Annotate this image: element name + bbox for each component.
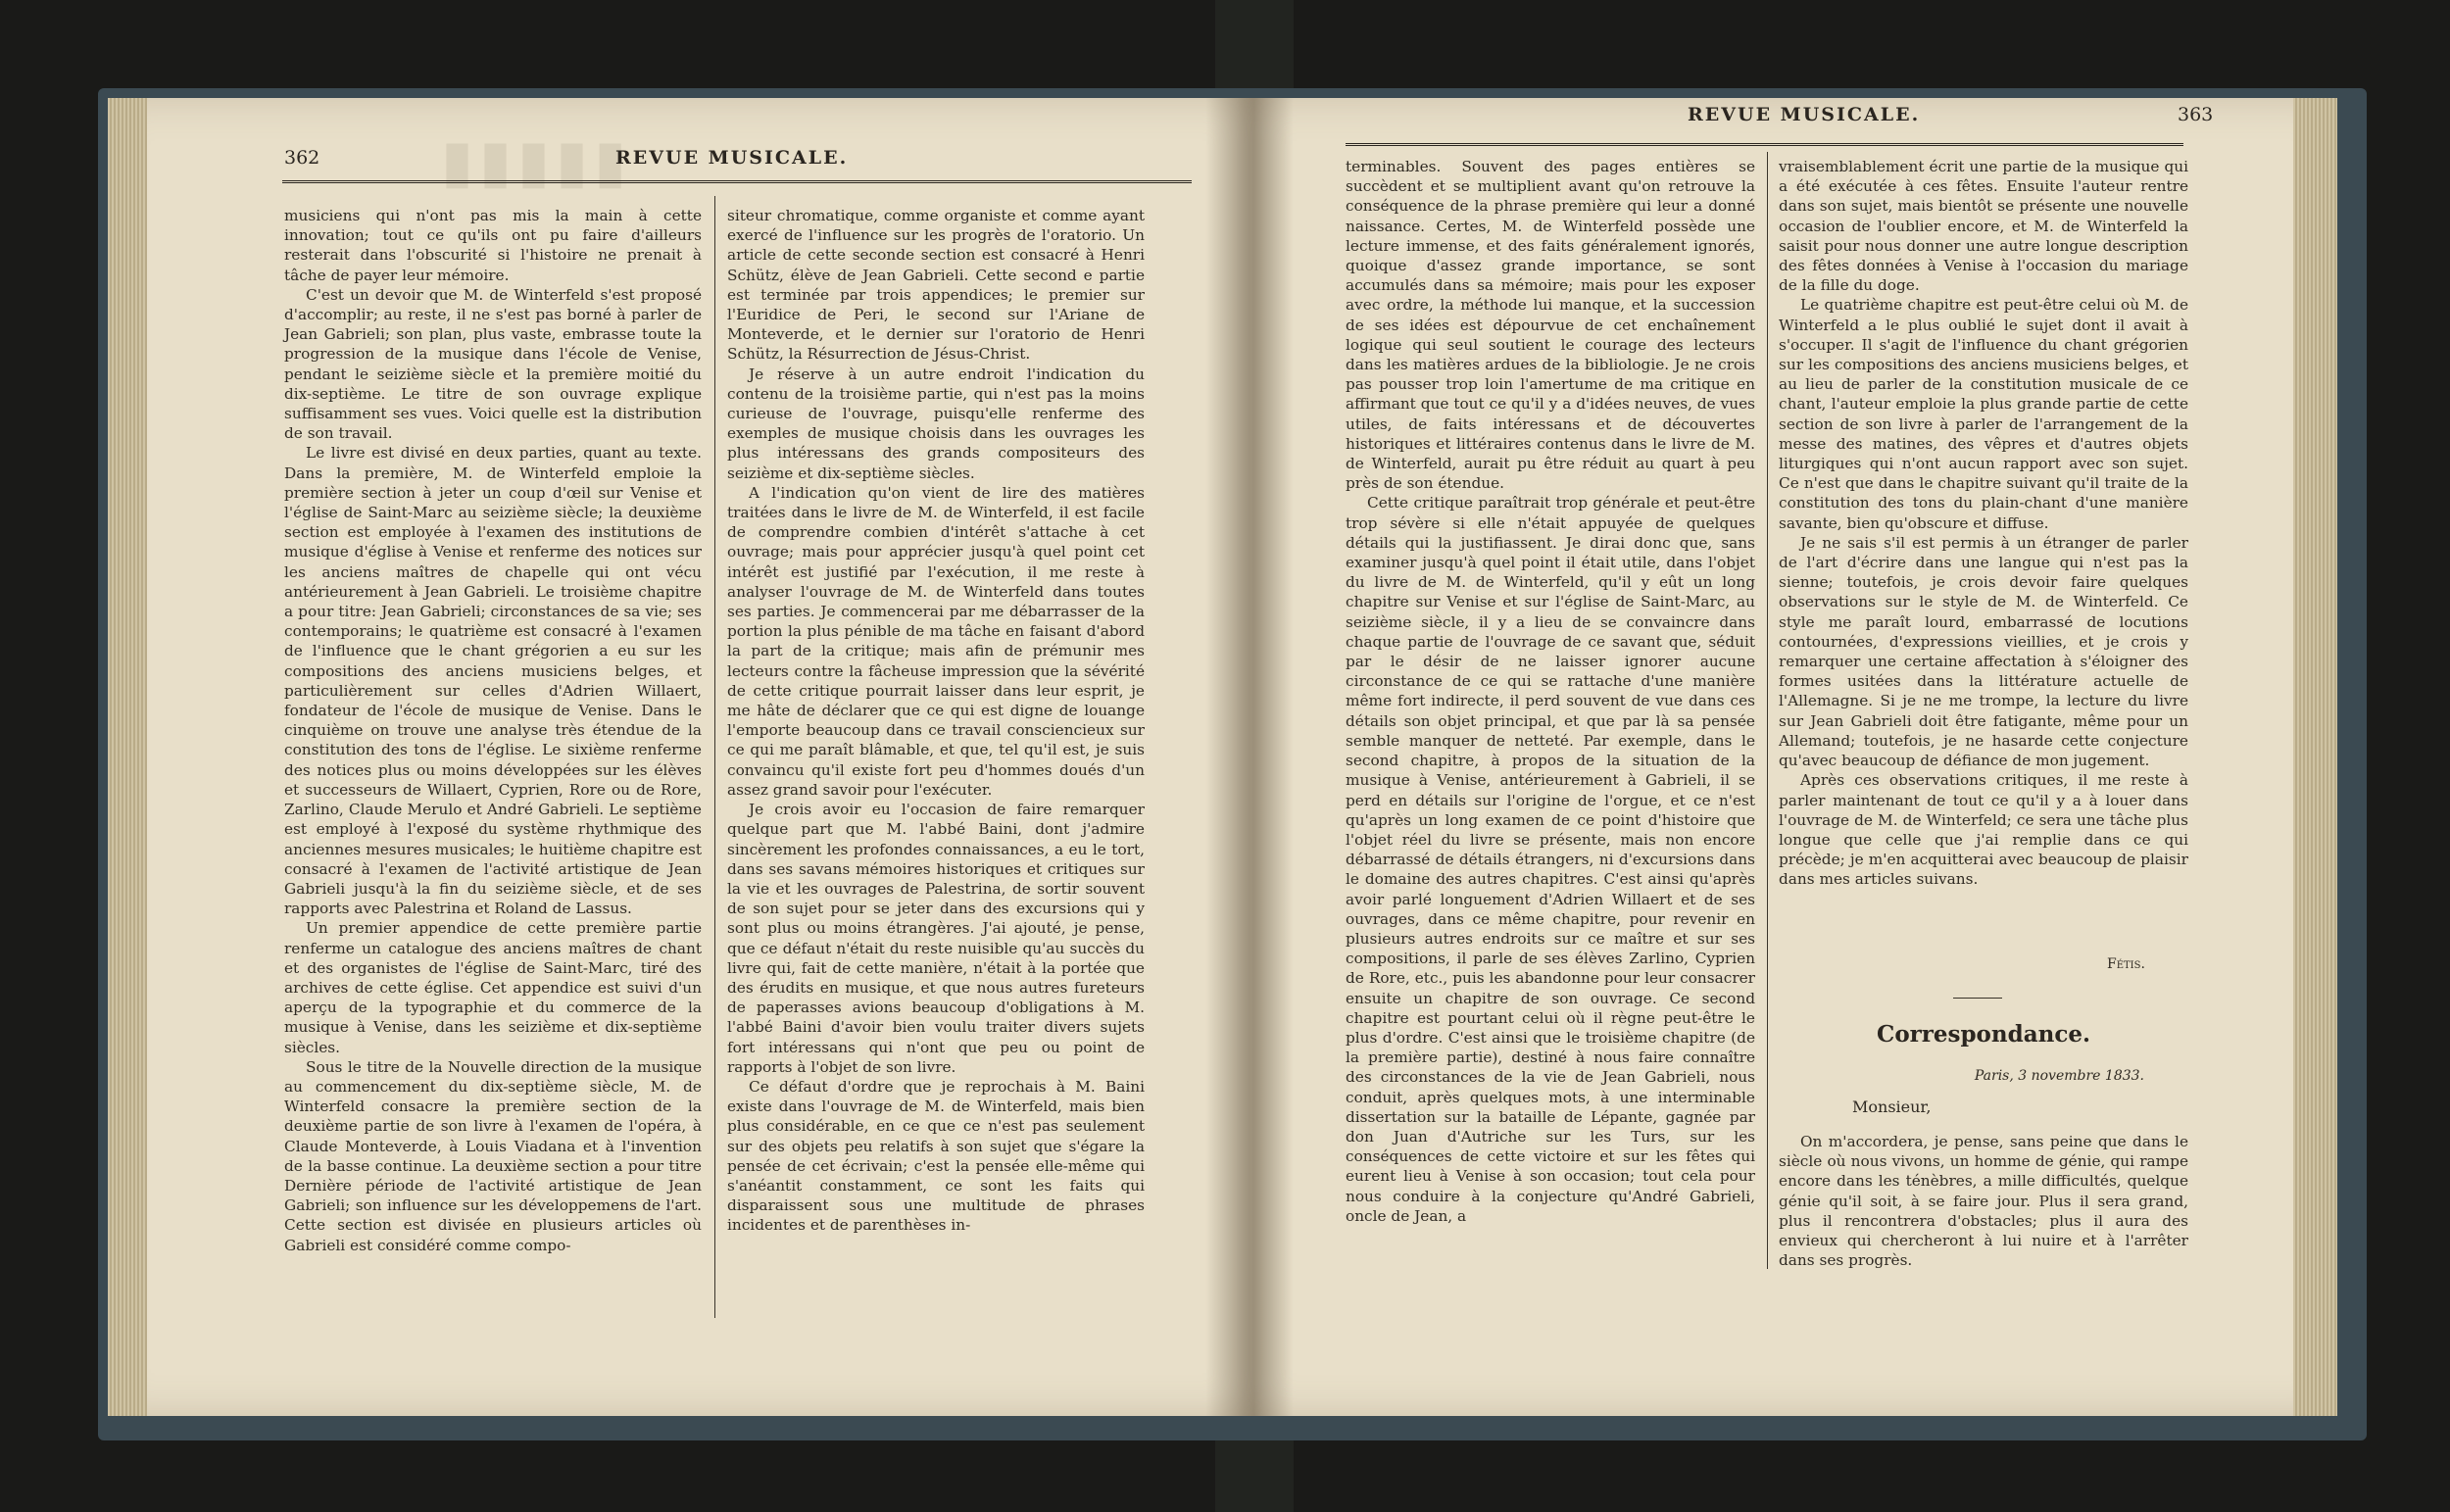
paragraph: Le livre est divisé en deux parties, quant au texte. Dans la première, M. de Winterfeld emploie la première section à jeter un coup d'œil sur Venise et l'église de Saint-Marc au seizième siècle; la deuxième section est employée à l'examen des institutions de musique d'église à Venise et renferme des notices sur les anciens maîtres de chapelle qui ont vécu antérieurement à Jean Gabrieli. Le troisième chapitre a pour titre: Jean Gabrieli; circonstances de sa vie; ses contemporains; le quatrième est consacré à l'examen de l'influence que le chant grégorien a eu sur les compositions des anciens musiciens belges, et particulièrement sur celles d'Adrien Willaert, fondateur de l'école de musique de Venise. Dans le cinquième on trouve une analyse très étendue de la constitution des tons de l'église. Le sixième renferme des notices plus ou moins développées sur les élèves et successeurs de Willaert, Cyprien, Rore ou de Rore, Zarlino, Claude Merulo et André Gabrieli. Le septième est employé à l'exposé du système rhythmique des anciennes mesures musicales; le huitième chapitre est consacré à l'examen de l'activité artistique de Jean Gabrieli jusqu'à la fin du seizième siècle, et de ses rapports avec Palestrina et Roland de Lassus.	[284, 444, 702, 918]
paragraph: vraisemblablement écrit une partie de la musique qui a été exécutée à ces fêtes. Ensuite l'auteur rentre dans son sujet, mais bientôt se présente une nouvelle occasion de l'oublier encore, et M. de Winterfeld la saisit pour nous donner une autre longue description des fêtes données à Venise à l'occasion du mariage de la fille du doge.	[1779, 158, 2188, 295]
left-column-1	[284, 206, 702, 1255]
left-page-edges	[108, 98, 147, 1416]
paragraph: Ce défaut d'ordre que je reprochais à M. Baini existe dans l'ouvrage de M. de Winterfeld, mais bien plus considérable, en ce que ce n'est pas seulement sur des objets peu relatifs à son sujet que s'égare la pensée de cet écrivain; c'est la pensée elle-même qui s'anéantit constamment, ce sont les faits qui disparaissent sous une multitude de phrases incidentes et de parenthèses in-	[727, 1077, 1145, 1235]
paragraph: Sous le titre de la Nouvelle direction de la musique au commencement du dix-septième siècle, M. de Winterfeld consacre la première section de la deuxième partie de son livre à l'examen de l'opéra, à Claude Monteverde, à Louis Viadana et à l'invention de la basse continue. La deuxième section a pour titre Dernière période de l'activité artistique de Jean Gabrieli; son influence sur les développemens de l'art. Cette section est divisée en plusieurs articles où Gabrieli est considéré comme compo-	[284, 1057, 702, 1254]
paragraph: Le quatrième chapitre est peut-être celui où M. de Winterfeld a le plus oublié le sujet dont il avait à s'occuper. Il s'agit de l'influence du chant grégorien sur les compositions des anciens musiciens belges, et au lieu de parler de la constitution musicale de ce chant, l'auteur emploie la plus grande partie de cette section de son livre à parler de l'arrangement de la messe des matines, des vêpres et d'autres objets liturgiques qui n'ont aucun rapport avec son sujet. Ce n'est que dans le chapitre suivant qu'il traite de la constitution des tons du plain-chant d'une manière savante, bien qu'obscure et diffuse.	[1779, 296, 2188, 532]
paragraph: Je ne sais s'il est permis à un étranger de parler de l'art d'écrire dans une langue qui n'est pas la sienne; toutefois, je crois devoir faire quelques observations sur le style de M. de Winterfeld. Ce style me paraît lourd, embarrassé de locutions contournées, d'expressions vieillies, et je crois y remarquer une certaine affectation à s'éloigner des formes usitées dans la littérature actuelle de l'Allemagne. Si je ne me trompe, la lecture du livre sur Jean Gabrieli doit être fatigante, même pour un Allemand; toutefois, je ne hasarde cette conjecture qu'avec beaucoup de défiance de mon jugement.	[1779, 533, 2188, 770]
letter-body	[1779, 1132, 2188, 1270]
right-page-edges	[2293, 98, 2337, 1416]
letter-dateline: Paris, 3 novembre 1833.	[1974, 1068, 2144, 1084]
paragraph: Je réserve à un autre endroit l'indication du contenu de la troisième partie, qui n'est pas la moins curieuse de l'ouvrage, puisqu'elle renferme des exemples de musique choisis dans les ouvrages les plus intéressans des grands compositeurs des seizième et dix-septième siècles.	[727, 365, 1145, 482]
paragraph: A l'indication qu'on vient de lire des matières traitées dans le livre de M. de Winterfeld, il est facile de comprendre combien d'intérêt s'attache à cet ouvrage; mais pour apprécier jusqu'à quel point cet intérêt est justifié par l'exécution, il me reste à analyser l'ouvrage de M. de Winterfeld dans toutes ses parties. Je commencerai par me débarrasser de la portion la plus pénible de ma tâche en faisant d'abord la part de la critique; mais afin de prémunir mes lecteurs contre la fâcheuse impression que la sévérité de cette critique pourrait laisser dans leur esprit, je me hâte de déclarer que ce qui est digne de louange l'emporte beaucoup dans ce travail consciencieux sur ce qui me paraît blâmable, et que, tel qu'il est, je suis convaincu qu'il existe fort peu d'hommes doués d'un assez grand savoir pour l'exécuter.	[727, 483, 1145, 799]
right-header-rule	[1346, 143, 2183, 146]
left-page-number: 362	[284, 147, 320, 169]
left-running-head: REVUE MUSICALE.	[615, 147, 849, 169]
paragraph: Après ces observations critiques, il me reste à parler maintenant de tout ce qu'il y a à louer dans l'ouvrage de M. de Winterfeld; ce sera une tâche plus longue que celle que j'ai remplie dans ce qui précède; je m'en acquitterai avec beaucoup de plaisir dans mes articles suivans.	[1779, 771, 2188, 889]
bleed-through-mark: ▮▮▮▮▮	[441, 127, 633, 196]
paragraph: On m'accordera, je pense, sans peine que dans le siècle où nous vivons, un homme de génie, qui rampe encore dans les ténèbres, a mille difficultés, quelque génie qu'il soit, à se faire jour. Plus il sera grand, plus il rencontrera d'obstacles; plus il aura des envieux qui chercheront à lui nuire et à l'arrêter dans ses progrès.	[1779, 1133, 2188, 1270]
spine-shadow	[1205, 98, 1294, 1416]
paragraph: terminables. Souvent des pages entières se succèdent et se multiplient avant qu'on retrouve la conséquence de la phrase première qui leur a donné naissance. Certes, M. de Winterfeld possède une lecture immense, et des faits généralement ignorés, quoique d'assez grande importance, se sont accumulés dans sa mémoire; mais pour les exposer avec ordre, la méthode lui manque, et la succession de ses idées est dépourvue de cet enchaînement logique qui seul soutient le courage des lecteurs dans les matières ardues de la bibliologie. Je ne crois pas pousser trop loin l'amertume de ma critique en affirmant que tout ce qu'il y a d'idées neuves, de vues utiles, de faits intéressans et de découvertes historiques et littéraires contenus dans le livre de M. de Winterfeld, aurait pu être réduit au quart à peu près de son étendue.	[1346, 158, 1755, 493]
right-column-divider	[1767, 152, 1768, 1269]
left-column-divider	[714, 196, 715, 1318]
paragraph: musiciens qui n'ont pas mis la main à cette innovation; tout ce qu'ils ont pu faire d'ailleurs resterait dans l'obscurité si l'histoire ne prenait à tâche de payer leur mémoire.	[284, 207, 702, 284]
paragraph: siteur chromatique, comme organiste et comme ayant exercé de l'influence sur les progrès de l'oratorio. Un article de cette seconde section est consacré à Henri Schütz, élève de Jean Gabrieli. Cette second e partie est terminée par trois appendices; le premier sur l'Euridice de Peri, le second sur l'Ariane de Monteverde, et le dernier sur l'oratorio de Henri Schütz, la Résurrection de Jésus-Christ.	[727, 207, 1145, 364]
paragraph: C'est un devoir que M. de Winterfeld s'est proposé d'accomplir; au reste, il ne s'est pas borné à parler de Jean Gabrieli; son plan, plus vaste, embrasse toute la progression de la musique dans l'école de Venise, pendant le seizième siècle et la première moitié du dix-septième. Le titre de son ouvrage explique suffisamment ses vues. Voici quelle est la distribution de son travail.	[284, 285, 702, 443]
right-column-1	[1346, 157, 1755, 1226]
section-title: Correspondance.	[1877, 1021, 2090, 1048]
author-signature: Fétis.	[2107, 956, 2145, 972]
paragraph: Un premier appendice de cette première partie renferme un catalogue des anciens maîtres de chant et des organistes de l'église de Saint-Marc, tiré des archives de cette église. Cet appendice est suivi d'un aperçu de la typographie et du commerce de la musique à Venise, dans les seizième et dix-septième siècles.	[284, 919, 702, 1056]
paragraph: Cette critique paraîtrait trop générale et peut-être trop sévère si elle n'était appuyée de quelques détails qui la justifiassent. Je dirai donc que, sans examiner jusqu'à quel point il était utile, dans l'objet du livre de M. de Winterfeld, qu'il y eût un long chapitre sur Venise et sur l'église de Saint-Marc, au seizième siècle, il y a lieu de se convaincre dans chaque partie de l'ouvrage de ce savant que, séduit par le désir de ne laisser ignorer aucune circonstance de ce qui se rattache d'une manière même fort indirecte, il perd souvent de vue dans ces détails son objet principal, et que par là sa pensée semble manquer de netteté. Par exemple, dans le second chapitre, à propos de la situation de la musique à Venise, antérieurement à Gabrieli, il se perd en détails sur l'origine de l'orgue, et ce n'est qu'après un long examen de ce point d'histoire que l'objet réel du livre se présente, mais non encore débarrassé de détails étrangers, ni d'excursions dans le domaine des autres chapitres. C'est ainsi qu'après avoir parlé longuement d'Adrien Willaert et de ses ouvrages, dans ce même chapitre, pour revenir en plusieurs autres endroits sur ce maître et sur ses compositions, il parle de ses élèves Zarlino, Cyprien de Rore, etc., puis les abandonne pour leur consacrer ensuite un chapitre de son ouvrage. Ce second chapitre est pourtant celui où il règne peut-être le plus d'ordre. C'est ainsi que le troisième chapitre (de la première partie), destiné à nous faire connaître des circonstances de la vie de Jean Gabrieli, nous conduit, après quelques mots, à une interminable dissertation sur la bataille de Lépante, gagnée par don Juan d'Autriche sur les Turs, sur les conséquences de cette victoire et sur les fêtes qui eurent lieu à Venise à son occasion; tout cela pour nous conduire à la conjecture qu'André Gabrieli, oncle de Jean, a	[1346, 494, 1755, 1225]
right-page-number: 363	[2178, 104, 2214, 125]
right-running-head: REVUE MUSICALE.	[1688, 104, 1921, 125]
paragraph: Je crois avoir eu l'occasion de faire remarquer quelque part que M. l'abbé Baini, dont j'admire sincèrement les profondes connaissances, a eu le tort, dans ses savans mémoires historiques et critiques sur la vie et les ouvrages de Palestrina, de sortir souvent de son sujet pour se jeter dans des excursions qui y sont plus ou moins étrangères. J'ai ajouté, je pense, que ce défaut n'était du reste nuisible qu'au succès du livre qui, fait de cette manière, n'était à la portée que des érudits en musique, et que nous autres fureteurs de paperasses avions beaucoup d'obligations à M. l'abbé Baini d'avoir bien voulu traiter divers sujets fort intéressans qui n'ont que peu ou point de rapports à l'objet de son livre.	[727, 801, 1145, 1076]
right-column-2	[1779, 157, 2188, 890]
section-separator	[1953, 998, 2002, 999]
letter-salutation: Monsieur,	[1852, 1097, 1932, 1116]
left-column-2	[727, 206, 1145, 1236]
left-header-rule	[282, 180, 1192, 183]
